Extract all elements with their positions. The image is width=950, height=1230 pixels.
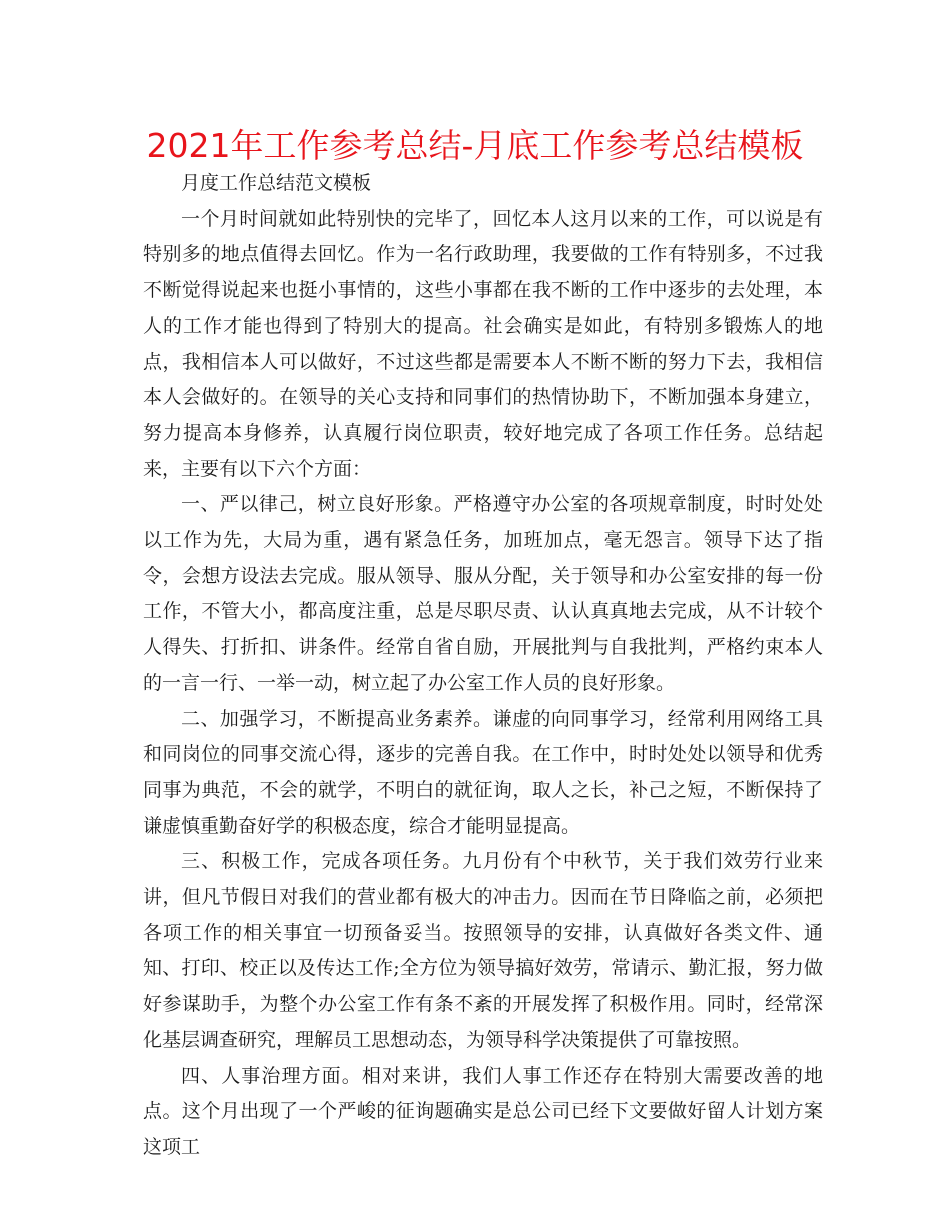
paragraph-section-1: 一、严以律己，树立良好形象。严格遵守办公室的各项规章制度，时时处处以工作为先，大局为重，遇有紧急任务，加班加点，毫无怨言。领导下达了指令，会想方设法去完成。服从领导、服从分配，关于领导和办公室安排的每一份工作，不管大小，都高度注重，总是尽职尽责、认认真真地去完成，从不计较个人得失、打折扣、讲条件。经常自省自励，开展批判与自我批判，严格约束本人的一言一行、一举一动，树立起了办公室工作人员的良好形象。 bbox=[143, 493, 823, 694]
document-body bbox=[143, 166, 823, 1166]
document-subtitle: 月度工作总结范文模板 bbox=[181, 172, 372, 194]
document-title: 2021年工作参考总结-月底工作参考总结模板 bbox=[146, 126, 804, 165]
paragraph-intro: 一个月时间就如此特别快的完毕了，回忆本人这月以来的工作，可以说是有特别多的地点值得去回忆。作为一名行政助理，我要做的工作有特别多，不过我不断觉得说起来也挺小事情的，这些小事都在我不断的工作中逐步的去处理，本人的工作才能也得到了特别大的提高。社会确实是如此，有特别多锻炼人的地点，我相信本人可以做好，不过这些都是需要本人不断不断的努力下去，我相信本人会做好的。在领导的关心支持和同事们的热情协助下，不断加强本身建立，努力提高本身修养，认真履行岗位职责，较好地完成了各项工作任务。总结起来，主要有以下六个方面： bbox=[143, 207, 823, 480]
paragraph-section-4: 四、人事治理方面。相对来讲，我们人事工作还存在特别大需要改善的地点。这个月出现了一个严峻的征询题确实是总公司已经下文要做好留人计划方案这项工 bbox=[143, 1064, 823, 1158]
paragraph-section-3: 三、积极工作，完成各项任务。九月份有个中秋节，关于我们效劳行业来讲，但凡节假日对我们的营业都有极大的冲击力。因而在节日降临之前，必须把各项工作的相关事宜一切预备妥当。按照领导的安排，认真做好各类文件、通知、打印、校正以及传达工作;全方位为领导搞好效劳，常请示、勤汇报，努力做好参谋助手，为整个办公室工作有条不紊的开展发挥了积极作用。同时，经常深化基层调查研究，理解员工思想动态，为领导科学决策提供了可靠按照。 bbox=[143, 850, 823, 1051]
paragraph-section-2: 二、加强学习，不断提高业务素养。谦虚的向同事学习，经常利用网络工具和同岗位的同事交流心得，逐步的完善自我。在工作中，时时处处以领导和优秀同事为典范，不会的就学，不明白的就征询，取人之长，补己之短，不断保持了谦虚慎重勤奋好学的积极态度，综合才能明显提高。 bbox=[143, 707, 823, 837]
